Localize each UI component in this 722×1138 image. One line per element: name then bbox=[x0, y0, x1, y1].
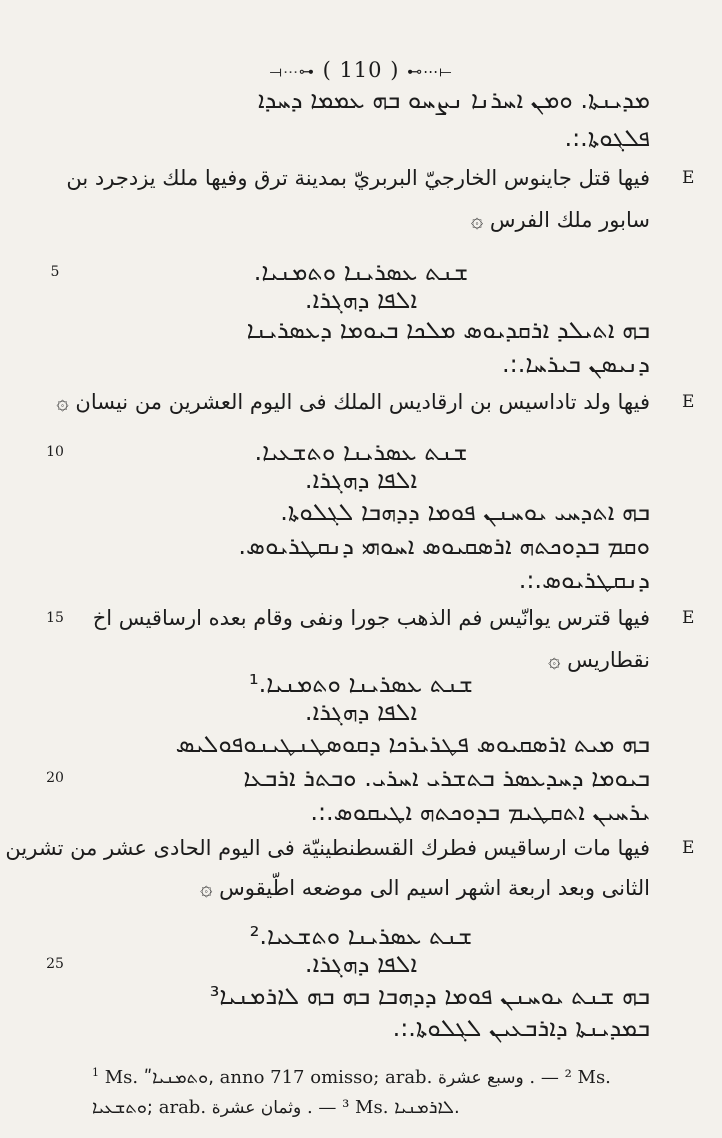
era-heading: ܐܠܦܐ ܕܗܓܪܐ. bbox=[304, 950, 418, 978]
footnote-text: . — ² Ms. bbox=[529, 1067, 611, 1088]
line-number: 15 bbox=[46, 610, 64, 626]
syriac-line: ܕܢܩܛܪܝܘܣ.:. bbox=[518, 566, 650, 594]
line-number: 10 bbox=[46, 444, 64, 460]
footnote-number: 1 bbox=[92, 1066, 99, 1079]
syriac-line: ܝܪܚܝܢ ܐܬܩܛܝܡ ܒܕܘܟܬܗ ܐܛܝܩܘܣ.:. bbox=[310, 798, 650, 826]
text-row bbox=[0, 494, 722, 530]
syriac-line: ܒܗ ܐܬܕܚܝ ܝܘܚܢܢ ܦܘܡܐ ܕܕܗܒܐ ܠܓܠܘܬܐ. bbox=[280, 498, 650, 526]
footnote-line bbox=[92, 1058, 658, 1093]
footnote-syriac: ʺܘܬܡܢܝܐ, bbox=[143, 1067, 214, 1088]
heading-row bbox=[0, 694, 722, 730]
text-row bbox=[0, 978, 722, 1014]
syriac-line: ܘܩܡ ܒܕܘܟܬܗ ܐܪܣܩܝܘܣ ܐܚܘܗܝ ܕܢܩܛܪܝܘܣ. bbox=[238, 532, 650, 560]
syriac-line: ܦܠܓܘܬܐ.:. bbox=[564, 124, 650, 152]
year-heading: ܫܢܬ ܥܣܪܝܢܐ ܘܬܫܥܝܐ. bbox=[254, 438, 468, 466]
page-number: ( 110 ) bbox=[322, 58, 400, 82]
footnote-line bbox=[92, 1093, 658, 1123]
year-heading: ܫܢܬ ܥܣܪܝܢܐ ܘܬܡܢܝܐ.¹ bbox=[248, 670, 474, 698]
edition-marker: E bbox=[682, 838, 695, 858]
edition-marker: E bbox=[682, 168, 695, 188]
text-row bbox=[0, 870, 722, 906]
footnote-syriac: ܠܐܪܡܢܝܐ. bbox=[394, 1097, 460, 1118]
arabic-line: فيها قتل جاينوس الخارجيّ البربريّ بمدينة ترق وفيها ملك يزدجرد بن bbox=[66, 166, 650, 190]
text-row bbox=[0, 384, 722, 420]
year-heading: ܫܢܬ ܥܣܪܝܢܐ ܘܬܫܥܝܐ.² bbox=[249, 922, 473, 950]
left-ornament: ⟞⋯⊶ bbox=[269, 62, 315, 81]
edition-marker: E bbox=[682, 392, 695, 412]
footnote-syriac: ܘܬܫܥܝܐ; bbox=[92, 1097, 153, 1118]
footnote-ms: Ms. bbox=[104, 1067, 139, 1088]
arabic-line: فيها قترس يوانّيس فم الذهب جورا ونفى وقام بعده ارساقيس اخ bbox=[92, 606, 650, 630]
heading-row bbox=[0, 462, 722, 498]
text-row bbox=[0, 202, 722, 238]
text-row bbox=[0, 82, 722, 118]
arabic-line: فيها مات ارساقيس فطرك القسطنطينيّة فى اليوم الحادى عشر من تشرين bbox=[5, 836, 650, 860]
text-row bbox=[0, 346, 722, 382]
page-header bbox=[0, 58, 722, 82]
right-ornament: ⊷⋯⟝ bbox=[407, 62, 453, 81]
text-row bbox=[0, 760, 722, 796]
text-row bbox=[0, 1010, 722, 1046]
text-row bbox=[0, 562, 722, 598]
footnotes bbox=[92, 1058, 658, 1123]
text-row bbox=[0, 794, 722, 830]
footnote-arabic: وسبع عشرة bbox=[438, 1068, 524, 1088]
footnote-arabic: وثمان عشرة bbox=[211, 1098, 302, 1118]
arabic-line: الثانى وبعد اربعة اشهر اسيم الى موضعه اطّيقوس ۞ bbox=[200, 876, 650, 900]
year-heading: ܫܢܬ ܥܣܪܝܢܐ ܘܬܡܢܝܐ. bbox=[253, 258, 469, 286]
era-heading: ܐܠܦܐ ܕܗܓܪܐ. bbox=[304, 286, 418, 314]
line-number: 20 bbox=[46, 770, 64, 786]
era-heading: ܐܠܦܐ ܕܗܓܪܐ. bbox=[304, 466, 418, 494]
text-row bbox=[0, 600, 722, 636]
syriac-line: ܒܗ ܐܬܝܠܕ ܐܪܩܕܝܘܣ ܡܠܟܐ ܒܝܘܡܐ ܕܥܣܪܝܢܐ bbox=[246, 316, 650, 344]
line-number: 25 bbox=[46, 956, 64, 972]
syriac-line: ܒܗ ܡܝܬ ܐܪܣܩܝܘܣ ܦܛܪܝܪܟܐ ܕܩܘܣܛܢܛܝܢܘܦܘܠܝܣ bbox=[175, 730, 650, 758]
line-number: 5 bbox=[50, 264, 60, 280]
syriac-line: ܒܗ ܫܢܬ ܝܘܚܢܢ ܦܘܡܐ ܕܕܗܒܐ ܒܗ ܒܗ ܠܐܪܡܢܝܐ³ bbox=[209, 982, 650, 1010]
arabic-line: فيها ولد تاداسيس بن ارقاديس الملك فى اليوم العشرين من نيسان ۞ bbox=[56, 390, 650, 414]
text-row bbox=[0, 120, 722, 156]
arabic-line: نقطاريس ۞ bbox=[548, 648, 650, 672]
text-row bbox=[0, 160, 722, 196]
syriac-line: ܒܝܘܡܐ ܕܚܕܥܣܪ ܒܬܫܪܝ ܐܚܪܝ. ܘܒܬܪ ܐܪܒܥܐ bbox=[243, 764, 650, 792]
edition-marker: E bbox=[682, 608, 695, 628]
footnote-text: arab. bbox=[158, 1097, 207, 1118]
syriac-line: ܡܕܝܢܬܐ. ܘܡܢ ܐܚܪܢܐ ܢܨܚܘ ܒܗ ܥܡܡܐ ܕܚܕܐ bbox=[257, 86, 650, 114]
text-row bbox=[0, 312, 722, 348]
era-heading: ܐܠܦܐ ܕܗܓܪܐ. bbox=[304, 698, 418, 726]
text-row bbox=[0, 528, 722, 564]
syriac-line: ܕܢܝܣܢ ܒܝܪܚܐ.:. bbox=[502, 350, 650, 378]
text-row bbox=[0, 830, 722, 866]
syriac-line: ܒܡܕܝܢܬܐ ܕܐܪܒܥܝܢ ܠܓܠܘܬܐ.:. bbox=[392, 1014, 650, 1042]
heading-row bbox=[0, 946, 722, 982]
text-row bbox=[0, 726, 722, 762]
footnote-text: . — ³ Ms. bbox=[306, 1097, 389, 1118]
footnote-text: anno 717 omisso; arab. bbox=[219, 1067, 433, 1088]
arabic-line: سابور ملك الفرس ۞ bbox=[470, 208, 650, 232]
